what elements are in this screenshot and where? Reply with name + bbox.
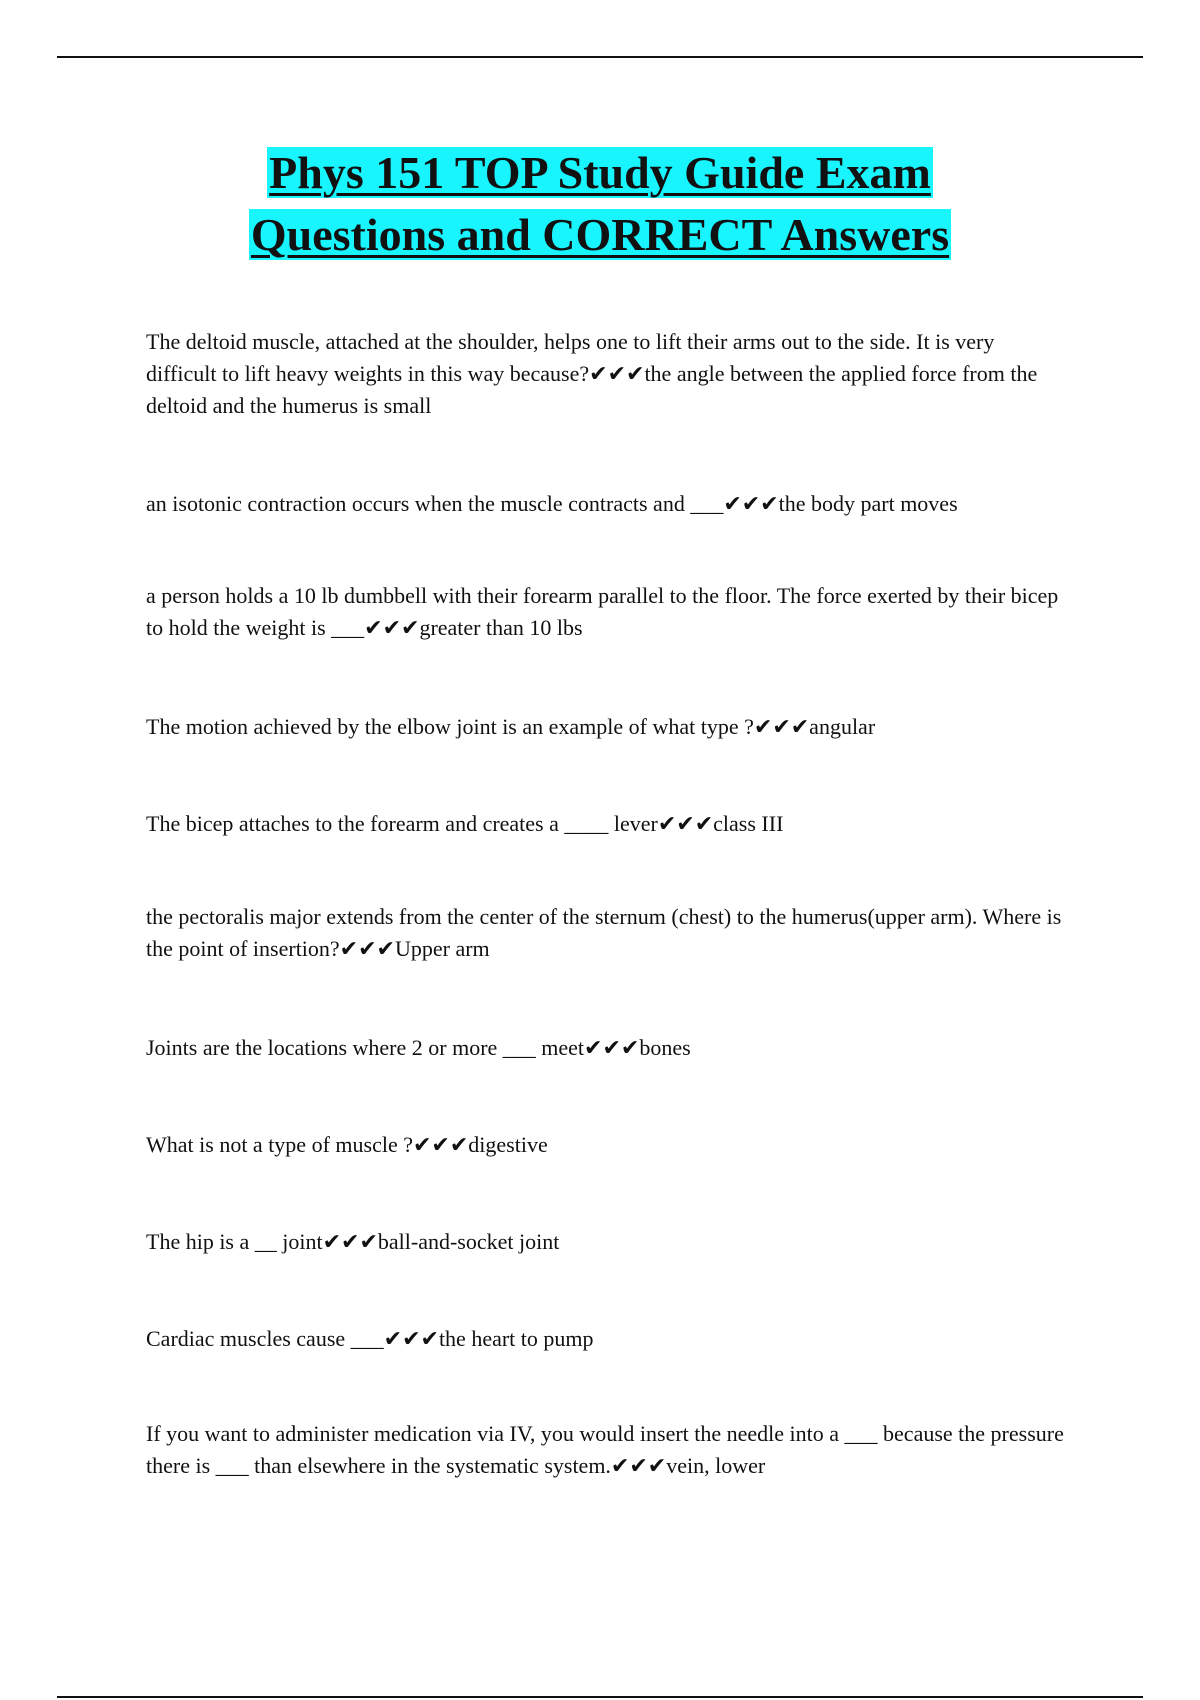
qa-item: If you want to administer medication via IV, you would insert the needle into a ___ because the pressure there is ___ than elsewhere in the systematic system.✔✔✔vein, lower	[146, 1421, 1064, 1478]
qa-item: Joints are the locations where 2 or more ___ meet✔✔✔bones	[146, 1035, 691, 1060]
document-title	[0, 142, 1200, 266]
qa-item: the pectoralis major extends from the center of the sternum (chest) to the humerus(upper arm). Where is the point of insertion?✔✔✔Upper arm	[146, 904, 1062, 961]
qa-item: a person holds a 10 lb dumbbell with their forearm parallel to the floor. The force exerted by their bicep to hold the weight is ___✔✔✔greater than 10 lbs	[146, 583, 1059, 640]
title-line-2: Questions and CORRECT Answers	[250, 209, 950, 260]
qa-item: What is not a type of muscle ?✔✔✔digestive	[146, 1132, 548, 1157]
bottom-rule	[57, 1696, 1143, 1698]
title-line-1: Phys 151 TOP Study Guide Exam	[269, 147, 931, 198]
qa-item: The motion achieved by the elbow joint is an example of what type ?✔✔✔angular	[146, 714, 876, 739]
top-rule	[57, 56, 1143, 58]
qa-item: an isotonic contraction occurs when the muscle contracts and ___✔✔✔the body part moves	[146, 491, 958, 516]
qa-item: The hip is a __ joint✔✔✔ball-and-socket joint	[146, 1229, 560, 1254]
qa-item: The deltoid muscle, attached at the shoulder, helps one to lift their arms out to the side. It is very difficult to lift heavy weights in this way because?✔✔✔the angle between the applied force from the deltoid and the humerus is small	[146, 329, 1038, 418]
qa-item: Cardiac muscles cause ___✔✔✔the heart to pump	[146, 1326, 594, 1351]
qa-item: The bicep attaches to the forearm and creates a ____ lever✔✔✔class III	[146, 811, 784, 836]
